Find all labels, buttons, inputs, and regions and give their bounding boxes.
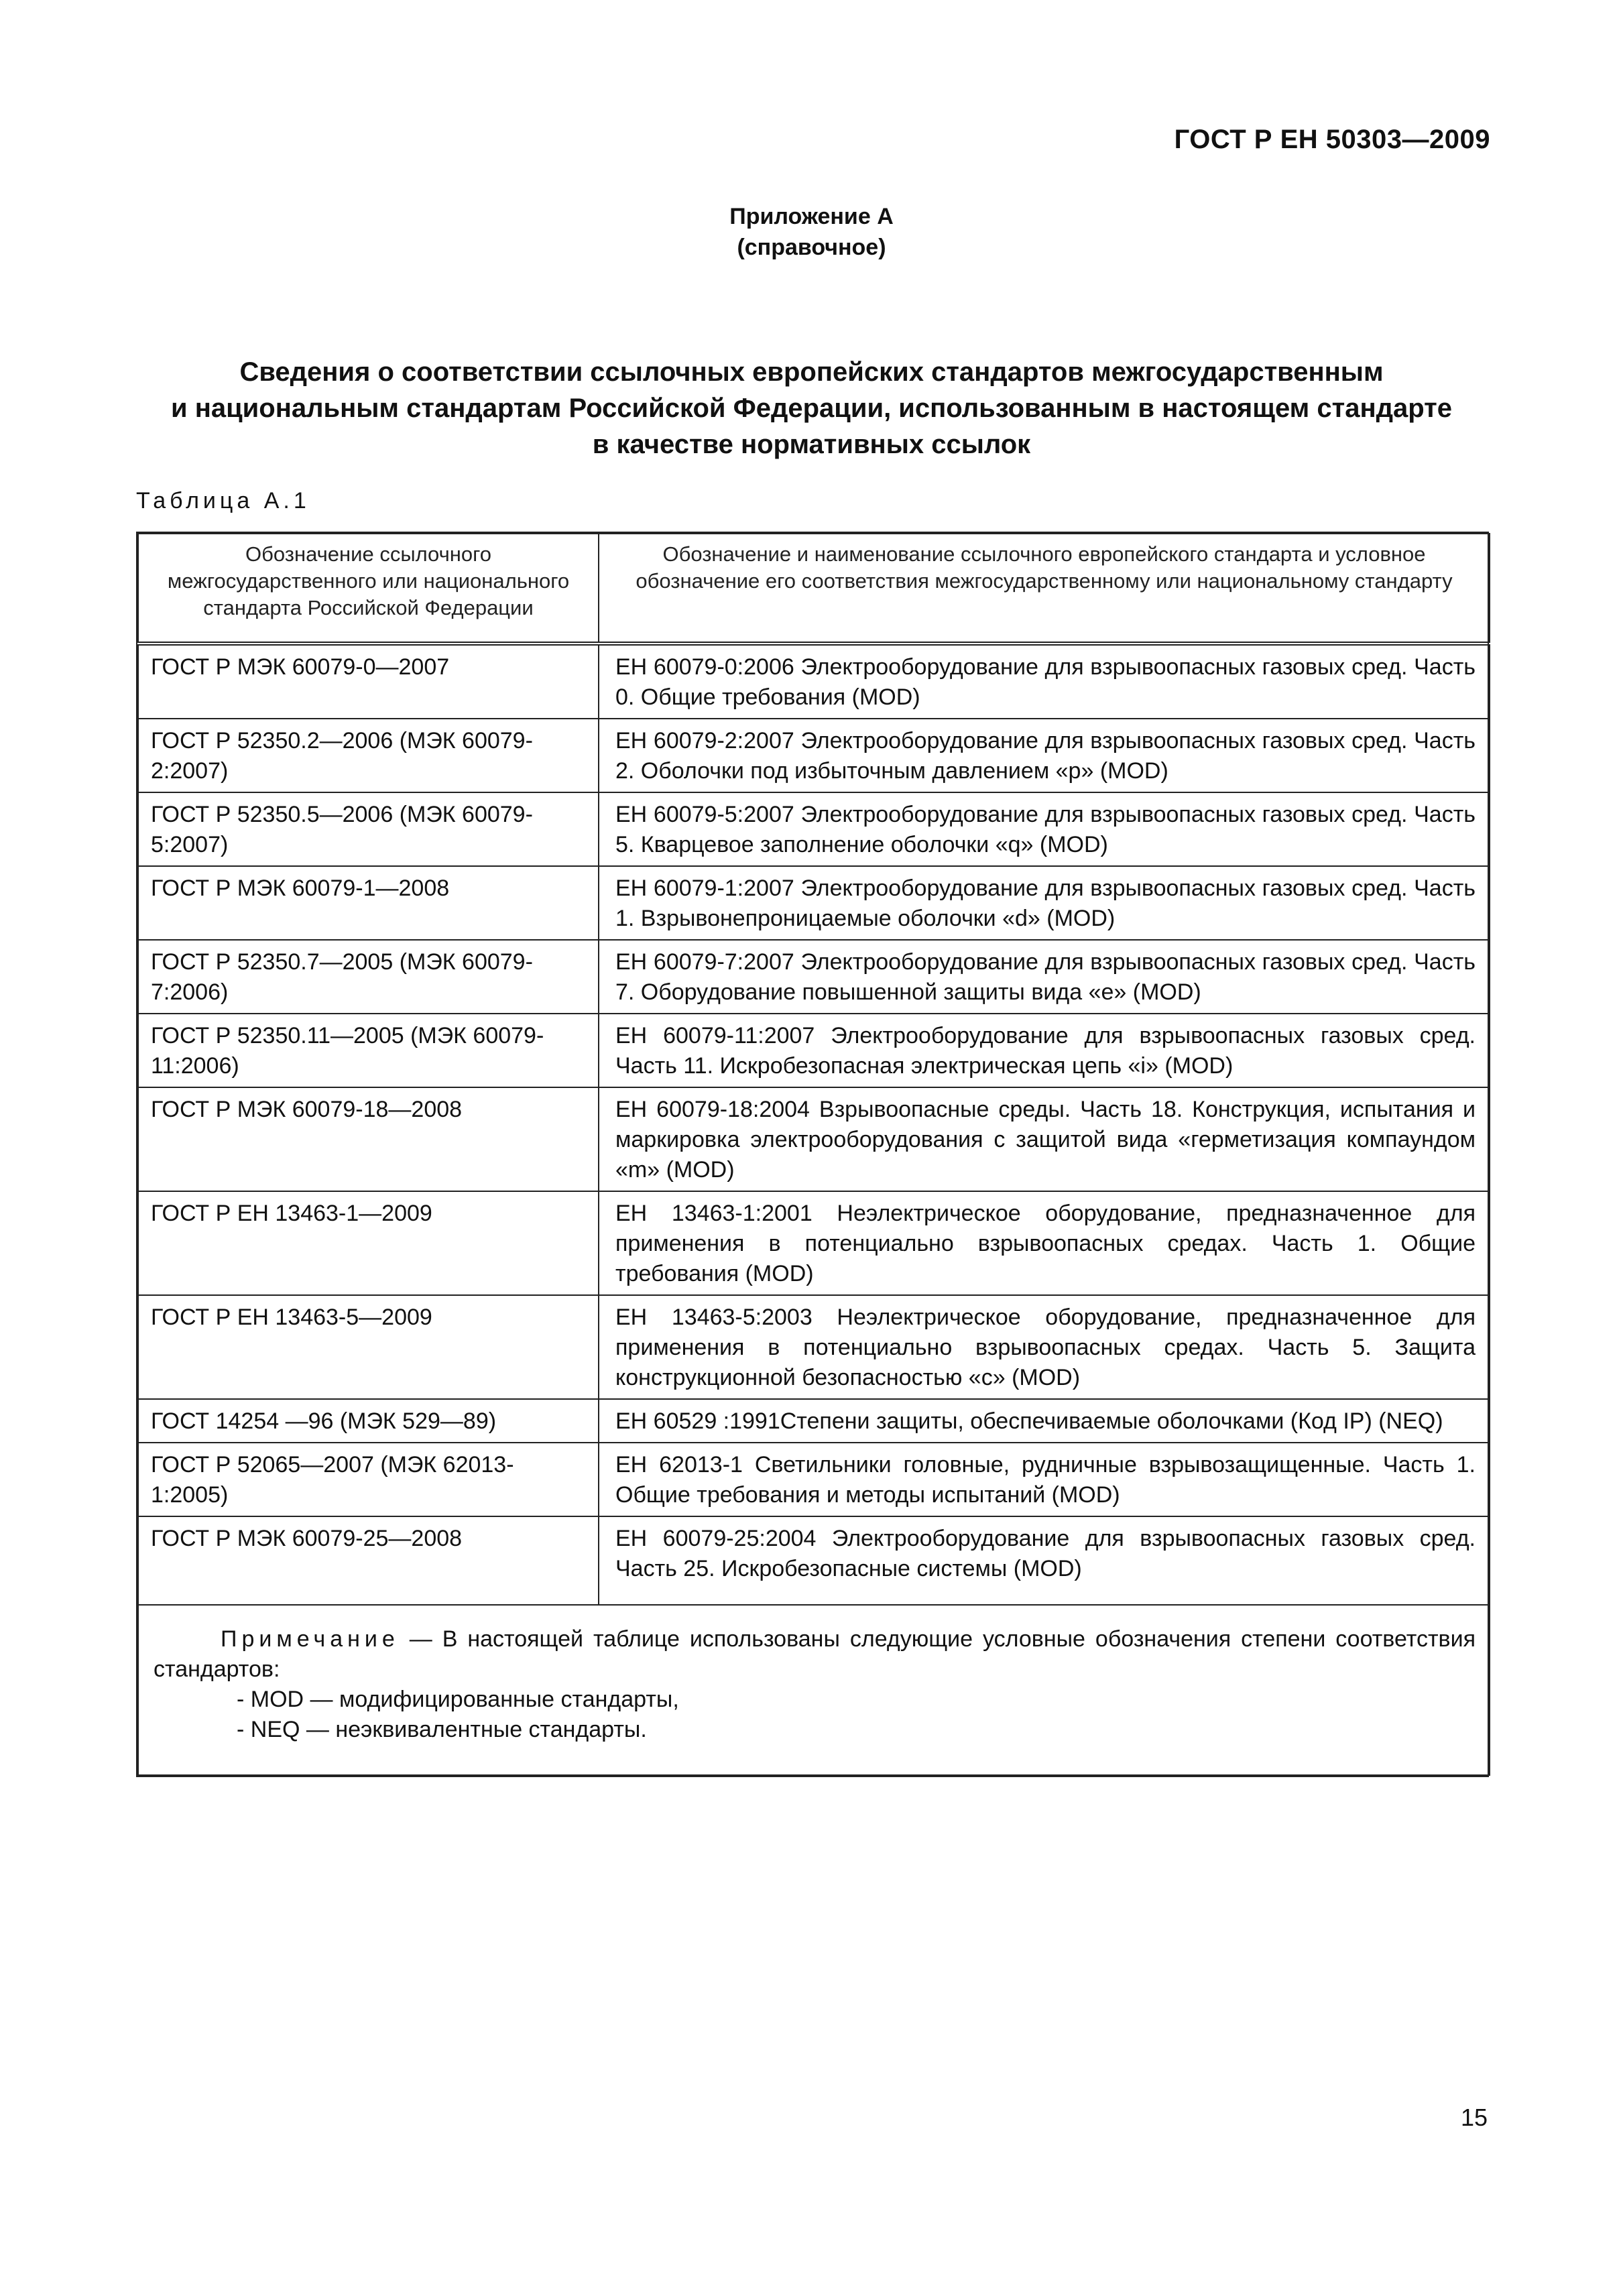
table-header-row <box>138 534 1490 644</box>
document-code: ГОСТ Р ЕН 50303—2009 <box>1174 125 1490 154</box>
table-row <box>138 1399 1490 1443</box>
national-standard-cell: ГОСТ Р МЭК 60079-0—2007 <box>138 644 599 719</box>
european-standard-cell: ЕН 13463-5:2003 Неэлектрическое оборудование, предназначенное для применения в потенциально взрывоопасных средах. Часть 5. Защита конструкционной безопасностью «с» (MOD) <box>599 1295 1490 1399</box>
national-standard-cell: ГОСТ Р 52350.7—2005 (МЭК 60079-7:2006) <box>138 940 599 1014</box>
european-standard-cell: ЕН 60079-0:2006 Электрооборудование для взрывоопасных газовых сред. Часть 0. Общие требования (MOD) <box>599 644 1490 719</box>
annex-title: Приложение А <box>729 204 894 229</box>
european-standard-cell: ЕН 60079-5:2007 Электрооборудование для взрывоопасных газовых сред. Часть 5. Кварцевое заполнение оболочки «q» (MOD) <box>599 792 1490 866</box>
note-body: — В настоящей таблице использованы следующие условные обозначения степени соответствия стандартов: <box>154 1626 1476 1682</box>
table-row <box>138 1516 1490 1605</box>
national-standard-cell: ГОСТ Р 52350.11—2005 (МЭК 60079-11:2006) <box>138 1014 599 1087</box>
national-standard-cell: ГОСТ Р 52350.2—2006 (МЭК 60079-2:2007) <box>138 719 599 792</box>
european-standard-cell: ЕН 60529 :1991Степени защиты, обеспечиваемые оболочками (Код IP) (NEQ) <box>599 1399 1490 1443</box>
table-row <box>138 1087 1490 1191</box>
european-standard-cell: ЕН 60079-1:2007 Электрооборудование для взрывоопасных газовых сред. Часть 1. Взрывонепроницаемые оболочки «d» (MOD) <box>599 866 1490 940</box>
section-title <box>134 354 1489 463</box>
section-title-line: Сведения о соответствии ссылочных европейских стандартов межгосударственным <box>239 357 1384 387</box>
european-standard-cell: ЕН 60079-25:2004 Электрооборудование для взрывоопасных газовых сред. Часть 25. Искробезопасные системы (MOD) <box>599 1516 1490 1605</box>
note-label: Примечание <box>221 1626 400 1652</box>
table-row <box>138 1295 1490 1399</box>
table-row <box>138 866 1490 940</box>
national-standard-cell: ГОСТ Р ЕН 13463-5—2009 <box>138 1295 599 1399</box>
national-standard-cell: ГОСТ Р 52065—2007 (МЭК 62013-1:2005) <box>138 1443 599 1516</box>
national-standard-cell: ГОСТ Р МЭК 60079-18—2008 <box>138 1087 599 1191</box>
correspondence-table <box>136 532 1489 1777</box>
table-row <box>138 1014 1490 1087</box>
annex-heading <box>0 201 1623 263</box>
column-header: Обозначение ссылочного межгосударственного или национального стандарта Российской Федерации <box>138 534 599 644</box>
table-row <box>138 1191 1490 1295</box>
european-standard-cell: ЕН 13463-1:2001 Неэлектрическое оборудование, предназначенное для применения в потенциально взрывоопасных средах. Часть 1. Общие требования (MOD) <box>599 1191 1490 1295</box>
european-standard-cell: ЕН 60079-7:2007 Электрооборудование для взрывоопасных газовых сред. Часть 7. Оборудование повышенной защиты вида «е» (MOD) <box>599 940 1490 1014</box>
column-header: Обозначение и наименование ссылочного европейского стандарта и условное обозначение его соответствия межгосударственному или национальному стандарту <box>599 534 1490 644</box>
annex-subtitle: (справочное) <box>737 235 886 260</box>
table-row <box>138 644 1490 719</box>
table-row <box>138 1443 1490 1516</box>
table-row <box>138 940 1490 1014</box>
table-row <box>138 719 1490 792</box>
section-title-line: и национальным стандартам Российской Федерации, использованным в настоящем стандарте <box>170 394 1452 423</box>
european-standard-cell: ЕН 60079-2:2007 Электрооборудование для взрывоопасных газовых сред. Часть 2. Оболочки под избыточным давлением «р» (MOD) <box>599 719 1490 792</box>
national-standard-cell: ГОСТ 14254 —96 (МЭК 529—89) <box>138 1399 599 1443</box>
note-text <box>154 1624 1476 1685</box>
table-row <box>138 792 1490 866</box>
table-note-row <box>138 1605 1490 1775</box>
table-caption: Таблица А.1 <box>136 488 310 513</box>
european-standard-cell: ЕН 60079-11:2007 Электрооборудование для взрывоопасных газовых сред. Часть 11. Искробезопасная электрическая цепь «i» (MOD) <box>599 1014 1490 1087</box>
european-standard-cell: ЕН 62013-1 Светильники головные, рудничные взрывозащищенные. Часть 1. Общие требования и методы испытаний (MOD) <box>599 1443 1490 1516</box>
page-number: 15 <box>1460 2104 1488 2131</box>
note-list-item: - NEQ — неэквивалентные стандарты. <box>237 1717 647 1742</box>
national-standard-cell: ГОСТ Р МЭК 60079-25—2008 <box>138 1516 599 1605</box>
national-standard-cell: ГОСТ Р ЕН 13463-1—2009 <box>138 1191 599 1295</box>
european-standard-cell: ЕН 60079-18:2004 Взрывоопасные среды. Часть 18. Конструкция, испытания и маркировка электрооборудования с защитой вида «герметизация компаундом «m» (MOD) <box>599 1087 1490 1191</box>
national-standard-cell: ГОСТ Р 52350.5—2006 (МЭК 60079-5:2007) <box>138 792 599 866</box>
table-note <box>138 1605 1490 1775</box>
note-list-item: - MOD — модифицированные стандарты, <box>237 1687 679 1712</box>
national-standard-cell: ГОСТ Р МЭК 60079-1—2008 <box>138 866 599 940</box>
section-title-line: в качестве нормативных ссылок <box>592 430 1031 459</box>
